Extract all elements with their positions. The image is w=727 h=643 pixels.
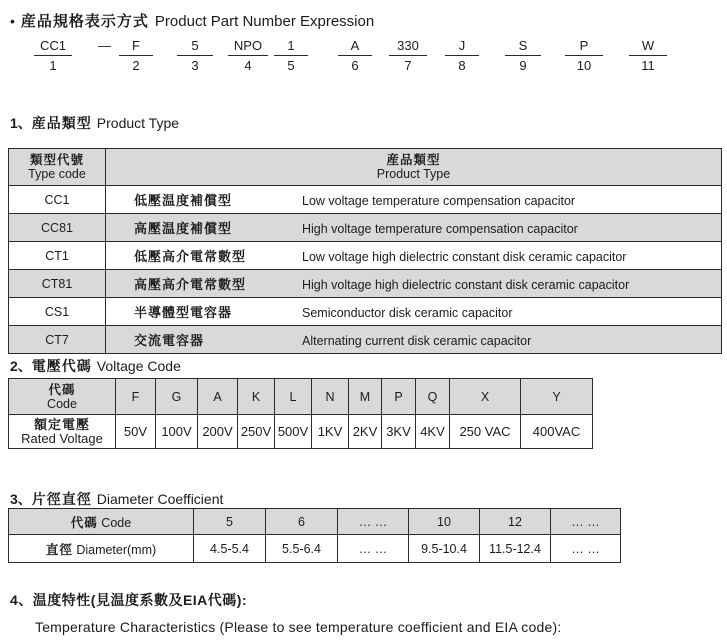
section2-heading	[10, 356, 181, 376]
type-desc-en: High voltage temperature compensation capacitor	[302, 222, 578, 236]
voltage-value-cell: 4KV	[416, 415, 450, 449]
product-type-header	[106, 149, 722, 186]
type-code-header-en: Type code	[28, 167, 86, 181]
diameter-value-label	[9, 535, 194, 563]
page-title	[10, 10, 374, 31]
voltage-value-cell: 2KV	[349, 415, 382, 449]
segment-index: 5	[287, 58, 295, 73]
type-code-cell: CT7	[9, 326, 106, 354]
product-type-header-zh: 産品類型	[386, 153, 441, 167]
diameter-value-label-zh: 直徑	[45, 542, 73, 557]
table-row	[9, 242, 722, 270]
segment-value: S	[505, 38, 541, 56]
diameter-code-label-zh: 代碼	[70, 515, 98, 530]
segment-value: 330	[389, 38, 427, 56]
voltage-code-cell: F	[116, 379, 156, 415]
table-row	[9, 270, 722, 298]
type-desc-cell	[106, 326, 722, 354]
page-title-en: Product Part Number Expression	[154, 13, 375, 30]
rated-voltage-label	[9, 415, 116, 449]
diameter-code-cell: … …	[551, 509, 621, 535]
bullet-icon: •	[10, 13, 15, 29]
product-type-table	[8, 148, 722, 354]
voltage-value-cell: 100V	[156, 415, 198, 449]
part-number-segment	[389, 38, 427, 73]
section1-heading-en: Product Type	[96, 115, 180, 131]
diameter-code-cell: 12	[480, 509, 551, 535]
section3-heading-zh: 片徑直徑	[31, 491, 92, 507]
voltage-code-cell: M	[349, 379, 382, 415]
type-desc-cell	[106, 214, 722, 242]
section3-heading-en: Diameter Coefficient	[96, 491, 224, 507]
segment-value: 1	[274, 38, 308, 56]
type-desc-zh: 低壓高介電常數型	[134, 249, 247, 264]
section4-temperature-characteristics	[10, 590, 561, 635]
diameter-code-label-en: Code	[101, 515, 132, 530]
diameter-code-cell: … …	[338, 509, 409, 535]
segment-value: P	[565, 38, 603, 56]
diameter-value-cell: 11.5-12.4	[480, 535, 551, 563]
diameter-value-cell: 9.5-10.4	[409, 535, 480, 563]
voltage-code-table	[8, 378, 593, 449]
voltage-code-cell: G	[156, 379, 198, 415]
segment-value: F	[119, 38, 153, 56]
segment-value: 5	[177, 38, 213, 56]
diameter-value-cell: 4.5-5.4	[194, 535, 266, 563]
type-desc-en: Semiconductor disk ceramic capacitor	[302, 306, 513, 320]
table-row	[9, 326, 722, 354]
section4-zh-text: 温度特性(見温度系數及EIA代碼):	[32, 592, 248, 608]
segment-value: CC1	[34, 38, 72, 56]
diameter-value-cell: … …	[338, 535, 409, 563]
type-code-cell: CC81	[9, 214, 106, 242]
segment-index: 7	[404, 58, 412, 73]
page-title-zh: 産品規格表示方式	[20, 13, 149, 30]
diameter-value-cell: 5.5-6.4	[266, 535, 338, 563]
type-code-cell: CT1	[9, 242, 106, 270]
section4-number: 4、	[10, 592, 33, 608]
part-number-segment	[119, 38, 153, 73]
part-number-segment	[274, 38, 308, 73]
type-desc-zh: 低壓温度補償型	[134, 193, 233, 208]
voltage-value-cell: 250 VAC	[450, 415, 521, 449]
section3-heading	[10, 489, 223, 509]
part-number-segment	[34, 38, 72, 73]
voltage-value-cell: 250V	[238, 415, 275, 449]
voltage-code-cell: X	[450, 379, 521, 415]
segment-index: 10	[576, 58, 592, 73]
voltage-value-cell: 50V	[116, 415, 156, 449]
voltage-code-cell: Q	[416, 379, 450, 415]
part-number-strip	[0, 38, 727, 84]
part-number-segment	[445, 38, 479, 73]
part-number-segment	[228, 38, 268, 73]
diameter-code-cell: 10	[409, 509, 480, 535]
diameter-code-label	[9, 509, 194, 535]
type-desc-cell	[106, 270, 722, 298]
voltage-code-label-zh: 代碼	[48, 382, 76, 397]
type-desc-cell	[106, 186, 722, 214]
type-desc-en: Alternating current disk ceramic capacitor	[302, 334, 532, 348]
type-desc-en: High voltage high dielectric constant disk ceramic capacitor	[302, 278, 630, 292]
type-desc-cell	[106, 242, 722, 270]
type-desc-en: Low voltage temperature compensation capacitor	[302, 194, 576, 208]
segment-index: 8	[458, 58, 466, 73]
voltage-value-cell: 200V	[198, 415, 238, 449]
type-desc-en: Low voltage high dielectric constant disk ceramic capacitor	[302, 250, 627, 264]
section4-heading-en: Temperature Characteristics (Please to see temperature coefficient and EIA code):	[35, 619, 562, 635]
table-row	[9, 186, 722, 214]
part-number-segment	[338, 38, 372, 73]
type-desc-zh: 交流電容器	[134, 333, 205, 348]
voltage-value-cell: 1KV	[312, 415, 349, 449]
segment-index: 2	[132, 58, 140, 73]
voltage-code-cell: N	[312, 379, 349, 415]
segment-index: 6	[351, 58, 359, 73]
voltage-code-cell: L	[275, 379, 312, 415]
voltage-code-cell: A	[198, 379, 238, 415]
voltage-code-cell: Y	[521, 379, 593, 415]
type-code-cell: CC1	[9, 186, 106, 214]
voltage-value-cell: 500V	[275, 415, 312, 449]
segment-index: 4	[244, 58, 252, 73]
segment-index: 11	[641, 58, 655, 73]
section1-number: 1、	[10, 115, 32, 131]
segment-index: 3	[191, 58, 199, 73]
table-row	[9, 214, 722, 242]
segment-value: NPO	[228, 38, 268, 56]
segment-value: A	[338, 38, 372, 56]
voltage-code-cell: P	[382, 379, 416, 415]
voltage-value-cell: 400VAC	[521, 415, 593, 449]
section1-heading	[10, 113, 179, 133]
segment-index: 9	[519, 58, 527, 73]
section3-number: 3、	[10, 491, 32, 507]
type-desc-zh: 高壓高介電常數型	[134, 277, 247, 292]
diameter-table	[8, 508, 621, 563]
voltage-value-cell: 3KV	[382, 415, 416, 449]
section2-heading-en: Voltage Code	[96, 358, 181, 374]
type-desc-cell	[106, 298, 722, 326]
section1-heading-zh: 産品類型	[31, 115, 92, 131]
part-number-segment	[565, 38, 603, 73]
segment-value: W	[629, 38, 667, 56]
type-desc-zh: 半導體型電容器	[134, 305, 233, 320]
section2-number: 2、	[10, 358, 32, 374]
table-row	[9, 298, 722, 326]
voltage-code-label-en: Code	[47, 396, 77, 411]
type-code-header	[9, 149, 106, 186]
section4-heading-zh	[10, 590, 561, 610]
dash-separator: —	[98, 38, 110, 53]
diameter-value-label-en: Diameter(mm)	[76, 542, 157, 557]
part-number-segment	[177, 38, 213, 73]
part-number-segment	[629, 38, 667, 73]
type-code-cell: CS1	[9, 298, 106, 326]
type-code-cell: CT81	[9, 270, 106, 298]
diameter-code-cell: 5	[194, 509, 266, 535]
voltage-code-label	[9, 379, 116, 415]
rated-voltage-label-en: Rated Voltage	[21, 430, 103, 446]
rated-voltage-label-zh: 額定電壓	[33, 416, 90, 432]
voltage-code-cell: K	[238, 379, 275, 415]
part-number-segment	[505, 38, 541, 73]
segment-index: 1	[49, 58, 57, 73]
segment-value: J	[445, 38, 479, 56]
type-code-header-zh: 類型代號	[29, 153, 84, 167]
type-desc-zh: 高壓温度補償型	[134, 221, 233, 236]
diameter-code-cell: 6	[266, 509, 338, 535]
section2-heading-zh: 電壓代碼	[31, 358, 92, 374]
diameter-value-cell: … …	[551, 535, 621, 563]
product-type-header-en: Product Type	[376, 167, 451, 181]
